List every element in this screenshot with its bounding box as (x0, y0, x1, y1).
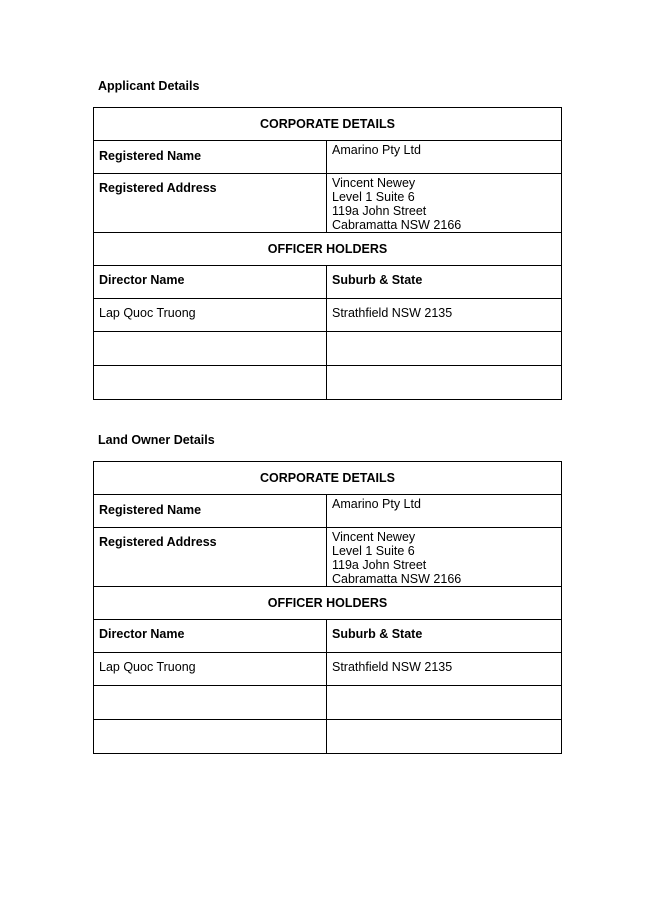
officer-holders-row (94, 587, 562, 620)
address-line: Vincent Newey (332, 530, 416, 544)
suburb-state-label: Suburb & State (327, 620, 562, 653)
empty-cell (327, 366, 562, 400)
empty-row (94, 686, 562, 720)
registered-name-value: Amarino Pty Ltd (327, 495, 562, 528)
corporate-details-row (94, 462, 562, 495)
empty-cell (94, 686, 327, 720)
director-name-label: Director Name (94, 620, 327, 653)
director-name-value: Lap Quoc Truong (94, 653, 327, 686)
land-owner-details-heading: Land Owner Details (98, 433, 215, 447)
land-owner-details-table (93, 461, 562, 754)
corporate-details-row (94, 108, 562, 141)
address-line: 119a John Street (332, 558, 427, 572)
empty-cell (327, 720, 562, 754)
officer-columns-row (94, 620, 562, 653)
empty-cell (327, 332, 562, 366)
address-line: Cabramatta NSW 2166 (332, 218, 462, 232)
corporate-details-header: CORPORATE DETAILS (94, 462, 562, 495)
registered-name-row (94, 495, 562, 528)
registered-address-label: Registered Address (94, 528, 327, 587)
empty-cell (94, 332, 327, 366)
empty-row (94, 366, 562, 400)
empty-cell (327, 686, 562, 720)
registered-address-label: Registered Address (94, 174, 327, 233)
suburb-state-value: Strathfield NSW 2135 (327, 299, 562, 332)
director-name-label: Director Name (94, 266, 327, 299)
registered-address-row (94, 528, 562, 587)
applicant-details-table (93, 107, 562, 400)
address-line: Level 1 Suite 6 (332, 544, 415, 558)
registered-name-label: Registered Name (94, 141, 327, 174)
empty-cell (94, 366, 327, 400)
suburb-state-label: Suburb & State (327, 266, 562, 299)
suburb-state-value: Strathfield NSW 2135 (327, 653, 562, 686)
officer-holders-header: OFFICER HOLDERS (94, 233, 562, 266)
empty-cell (94, 720, 327, 754)
registered-name-value: Amarino Pty Ltd (327, 141, 562, 174)
registered-address-value (327, 528, 562, 587)
table-row (94, 299, 562, 332)
address-line: Cabramatta NSW 2166 (332, 572, 462, 586)
officer-holders-row (94, 233, 562, 266)
officer-holders-header: OFFICER HOLDERS (94, 587, 562, 620)
address-line: Level 1 Suite 6 (332, 190, 415, 204)
officer-columns-row (94, 266, 562, 299)
registered-address-row (94, 174, 562, 233)
registered-name-row (94, 141, 562, 174)
empty-row (94, 720, 562, 754)
registered-name-label: Registered Name (94, 495, 327, 528)
address-line: 119a John Street (332, 204, 427, 218)
director-name-value: Lap Quoc Truong (94, 299, 327, 332)
table-row (94, 653, 562, 686)
corporate-details-header: CORPORATE DETAILS (94, 108, 562, 141)
address-line: Vincent Newey (332, 176, 416, 190)
empty-row (94, 332, 562, 366)
registered-address-value (327, 174, 562, 233)
applicant-details-heading: Applicant Details (98, 79, 200, 93)
